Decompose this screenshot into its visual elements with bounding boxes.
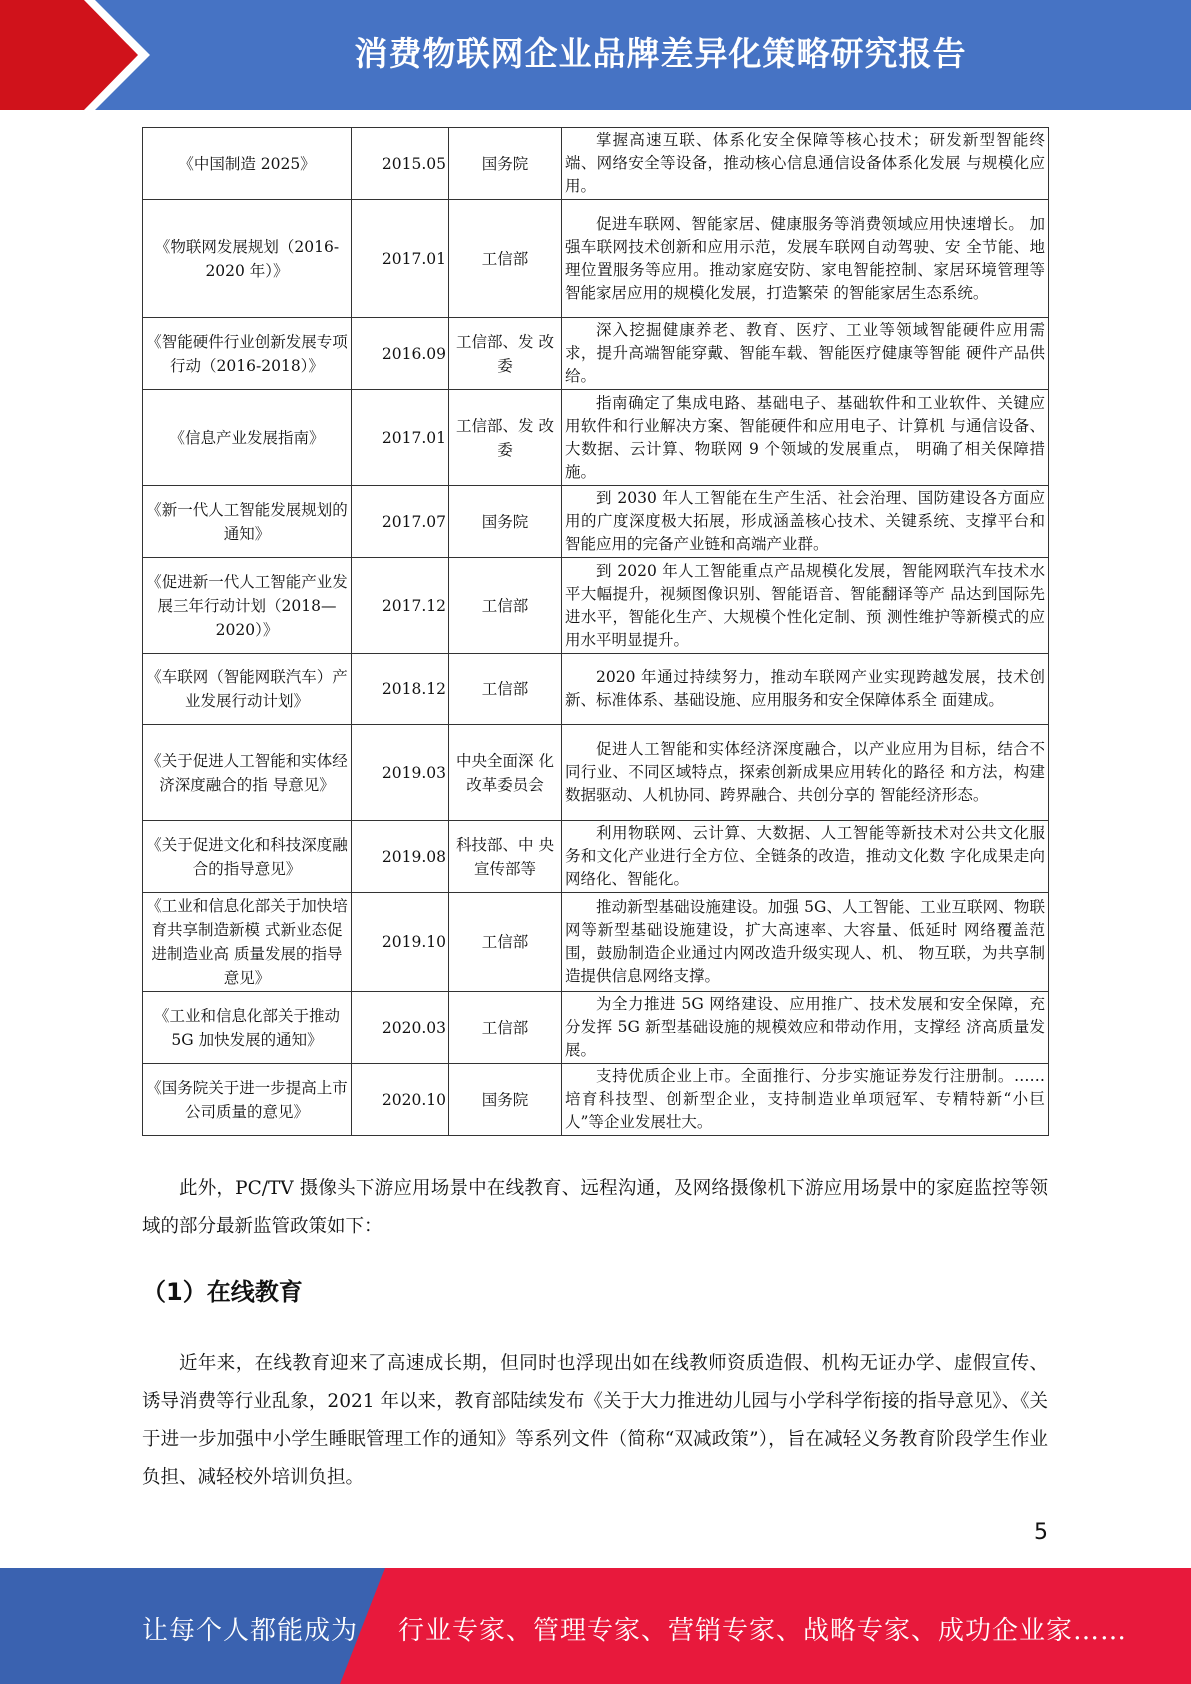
policy-date-cell: 2019.10 (352, 893, 449, 992)
policy-dept-cell: 工信部 (449, 992, 562, 1064)
table-row (143, 128, 1049, 200)
policy-name-cell: 《信息产业发展指南》 (143, 390, 352, 486)
policy-name-cell: 《车联网（智能网联汽车）产业发展行动计划》 (143, 654, 352, 725)
policy-dept-cell: 中央全面深 化改革委员会 (449, 725, 562, 821)
policy-name-cell: 《工业和信息化部关于推动 5G 加快发展的通知》 (143, 992, 352, 1064)
policy-date-cell: 2017.01 (352, 200, 449, 318)
policy-date-cell: 2017.07 (352, 486, 449, 558)
policy-date-cell: 2020.03 (352, 992, 449, 1064)
header-arrow-decoration (0, 0, 150, 110)
intro-paragraph: 此外，PC/TV 摄像头下游应用场景中在线教育、远程沟通，及网络摄像机下游应用场景中的家庭监控等领域的部分最新监管政策如下： (142, 1178, 1048, 1237)
page-header (0, 0, 1191, 110)
table-row (143, 821, 1049, 893)
table-row (143, 1064, 1049, 1136)
policy-date-cell: 2016.09 (352, 318, 449, 390)
policy-dept-cell: 工信部 (449, 893, 562, 992)
policy-dept-cell: 工信部 (449, 200, 562, 318)
policy-name-cell: 《国务院关于进一步提高上市公司质量的意见》 (143, 1064, 352, 1136)
policy-desc-cell: 指南确定了集成电路、基础电子、基础软件和工业软件、关键应用软件和行业解决方案、智能硬件和应用电子、计算机 与通信设备、大数据、云计算、物联网 9 个领域的发展重点， 明确了相关保障措施。 (562, 390, 1049, 486)
table-row (143, 725, 1049, 821)
policy-desc-cell: 到 2020 年人工智能重点产品规模化发展，智能网联汽车技术水平大幅提升，视频图像识别、智能语音、智能翻译等产 品达到国际先进水平，智能化生产、大规模个性化定制、预 测性维护等新模式的应用水平明显提升。 (562, 558, 1049, 654)
policy-desc-cell: 2020 年通过持续努力，推动车联网产业实现跨越发展，技术创新、标准体系、基础设施、应用服务和安全保障体系全 面建成。 (562, 654, 1049, 725)
page-footer (0, 1568, 1191, 1684)
policy-date-cell: 2017.01 (352, 390, 449, 486)
policy-date-cell: 2015.05 (352, 128, 449, 200)
policy-name-cell: 《物联网发展规划（2016-2020 年）》 (143, 200, 352, 318)
policy-name-cell: 《促进新一代人工智能产业发展三年行动计划（2018—2020）》 (143, 558, 352, 654)
policy-dept-cell: 工信部、发 改委 (449, 318, 562, 390)
table-row (143, 558, 1049, 654)
policy-name-cell: 《关于促进文化和科技深度融合的指导意见》 (143, 821, 352, 893)
policy-dept-cell: 工信部 (449, 654, 562, 725)
policy-date-cell: 2018.12 (352, 654, 449, 725)
table-row (143, 318, 1049, 390)
table-row (143, 486, 1049, 558)
policy-desc-cell: 促进人工智能和实体经济深度融合，以产业应用为目标，结合不同行业、不同区域特点，探索创新成果应用转化的路径 和方法，构建数据驱动、人机协同、跨界融合、共创分享的 智能经济形态。 (562, 725, 1049, 821)
policy-dept-cell: 国务院 (449, 1064, 562, 1136)
policy-desc-cell: 促进车联网、智能家居、健康服务等消费领域应用快速增长。 加强车联网技术创新和应用示范，发展车联网自动驾驶、安 全节能、地理位置服务等应用。推动家庭安防、家电智能控制、家居环境管理等智能家居应用的规模化发展，打造繁荣 的智能家居生态系统。 (562, 200, 1049, 318)
policy-dept-cell: 工信部 (449, 558, 562, 654)
policy-table (142, 127, 1049, 1136)
policy-dept-cell: 工信部、发 改委 (449, 390, 562, 486)
policy-desc-cell: 深入挖掘健康养老、教育、医疗、工业等领域智能硬件应用需求，提升高端智能穿戴、智能车载、智能医疗健康等智能 硬件产品供给。 (562, 318, 1049, 390)
policy-desc-cell: 掌握高速互联、体系化安全保障等核心技术；研发新型智能终端、网络安全等设备，推动核心信息通信设备体系化发展 与规模化应用。 (562, 128, 1049, 200)
table-row (143, 200, 1049, 318)
policy-desc-cell: 支持优质企业上市。全面推行、分步实施证券发行注册制。……培育科技型、创新型企业，支持制造业单项冠军、专精特新“小巨人”等企业发展壮大。 (562, 1064, 1049, 1136)
education-paragraph: 近年来，在线教育迎来了高速成长期，但同时也浮现出如在线教师资质造假、机构无证办学、虚假宣传、诱导消费等行业乱象，2021 年以来，教育部陆续发布《关于大力推进幼儿园与小学科学衔接的指导意见》、《关于进一步加强中小学生睡眠管理工作的通知》等系列文件（简称“双减政策”），旨在减轻义务教育阶段学生作业负担、减轻校外培训负担。 (142, 1353, 1048, 1488)
policy-dept-cell: 国务院 (449, 486, 562, 558)
footer-slogan-left: 让每个人都能成为 (142, 1616, 359, 1646)
footer-slogan-right: 行业专家、管理专家、营销专家、战略专家、成功企业家…… (398, 1616, 1128, 1646)
table-row (143, 893, 1049, 992)
policy-date-cell: 2019.03 (352, 725, 449, 821)
policy-date-cell: 2017.12 (352, 558, 449, 654)
policy-dept-cell: 科技部、中 央宣传部等 (449, 821, 562, 893)
table-row (143, 654, 1049, 725)
section-heading: （1）在线教育 (142, 1278, 303, 1306)
policy-name-cell: 《中国制造 2025》 (143, 128, 352, 200)
table-row (143, 992, 1049, 1064)
policy-desc-cell: 推动新型基础设施建设。加强 5G、人工智能、工业互联网、物联网等新型基础设施建设，扩大高速率、大容量、低延时 网络覆盖范围，鼓励制造企业通过内网改造升级实现人、机、 物互联，为共享制造提供信息网络支撑。 (562, 893, 1049, 992)
policy-desc-cell: 利用物联网、云计算、大数据、人工智能等新技术对公共文化服务和文化产业进行全方位、全链条的改造，推动文化数 字化成果走向网络化、智能化。 (562, 821, 1049, 893)
page-number: 5 (1034, 1520, 1048, 1545)
policy-dept-cell: 国务院 (449, 128, 562, 200)
policy-desc-cell: 为全力推进 5G 网络建设、应用推广、技术发展和安全保障，充分发挥 5G 新型基础设施的规模效应和带动作用，支撑经 济高质量发展。 (562, 992, 1049, 1064)
table-row (143, 390, 1049, 486)
policy-name-cell: 《智能硬件行业创新发展专项行动（2016-2018）》 (143, 318, 352, 390)
policy-name-cell: 《新一代人工智能发展规划的通知》 (143, 486, 352, 558)
policy-name-cell: 《关于促进人工智能和实体经济深度融合的指 导意见》 (143, 725, 352, 821)
policy-name-cell: 《工业和信息化部关于加快培育共享制造新模 式新业态促进制造业高 质量发展的指导意见》 (143, 893, 352, 992)
policy-desc-cell: 到 2030 年人工智能在生产生活、社会治理、国防建设各方面应用的广度深度极大拓展，形成涵盖核心技术、关键系统、支撑平台和智能应用的完备产业链和高端产业群。 (562, 486, 1049, 558)
policy-date-cell: 2019.08 (352, 821, 449, 893)
policy-date-cell: 2020.10 (352, 1064, 449, 1136)
report-title: 消费物联网企业品牌差异化策略研究报告 (354, 34, 967, 73)
